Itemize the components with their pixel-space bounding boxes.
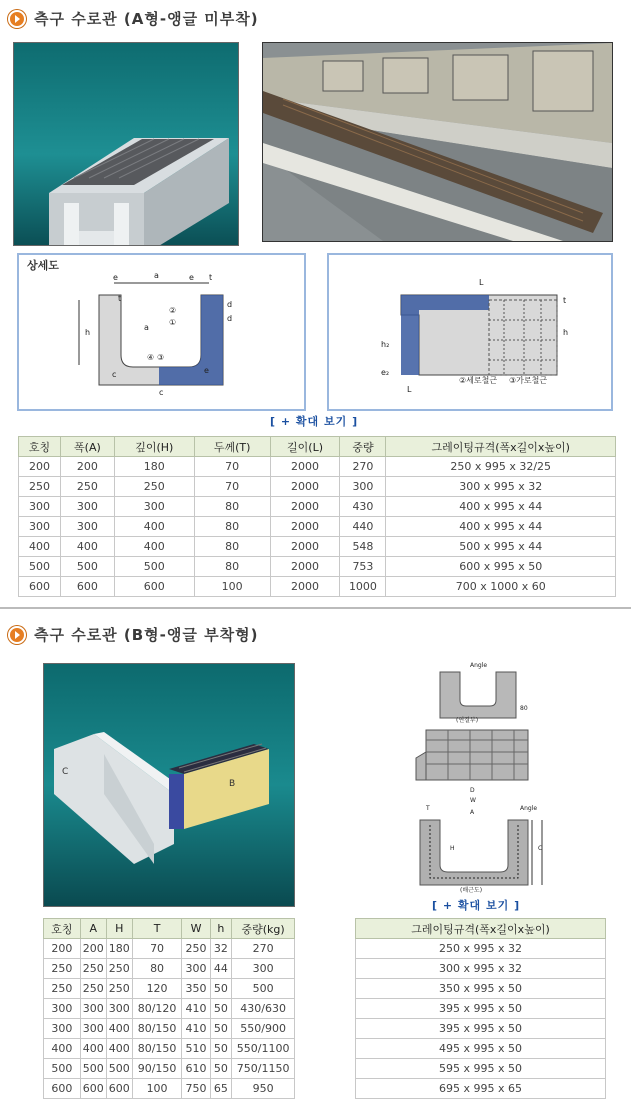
- table-cell: 500: [44, 1059, 81, 1079]
- photo-label-b: B: [229, 779, 236, 789]
- table-cell: 250: [106, 979, 132, 999]
- table-header-row: [19, 437, 616, 457]
- table-cell: 80/150: [132, 1039, 182, 1059]
- table-cell: 300: [60, 497, 114, 517]
- table-cell: 400: [19, 537, 61, 557]
- svg-text:(연결부): (연결부): [456, 717, 479, 724]
- col-header: H: [106, 919, 132, 939]
- table-cell: 90/150: [132, 1059, 182, 1079]
- svg-text:a: a: [154, 271, 159, 280]
- svg-text:t: t: [563, 296, 567, 305]
- table-row: [19, 497, 616, 517]
- table-cell: 500: [19, 557, 61, 577]
- col-header: A: [80, 919, 106, 939]
- svg-text:d: d: [227, 314, 233, 323]
- svg-text:①: ①: [169, 318, 177, 327]
- table-row: [356, 939, 606, 959]
- table-cell: 750/1150: [232, 1059, 295, 1079]
- svg-text:c: c: [112, 370, 117, 379]
- table-cell: 550/900: [232, 1019, 295, 1039]
- table-cell: 300: [106, 999, 132, 1019]
- table-row: [44, 979, 295, 999]
- enlarge-link-a[interactable]: [ + 확대 보기 ]: [270, 415, 359, 428]
- table-cell: 250: [182, 939, 210, 959]
- svg-text:t: t: [209, 273, 213, 282]
- table-cell: 80: [194, 497, 270, 517]
- table-row: [44, 999, 295, 1019]
- table-cell: 400: [114, 517, 194, 537]
- table-cell: 300: [19, 497, 61, 517]
- svg-text:e: e: [204, 366, 209, 375]
- table-cell: 950: [232, 1079, 295, 1099]
- table-cell: 600: [114, 577, 194, 597]
- col-header: h: [210, 919, 232, 939]
- table-cell: 600: [19, 577, 61, 597]
- svg-text:③: ③: [157, 353, 165, 362]
- detail-label: 상세도: [27, 259, 59, 272]
- table-cell: 610: [182, 1059, 210, 1079]
- diagram-b: [408, 660, 553, 895]
- table-cell: 50: [210, 979, 232, 999]
- table-row: [19, 457, 616, 477]
- svg-text:Angle: Angle: [470, 662, 488, 669]
- svg-text:Angle: Angle: [520, 805, 538, 812]
- svg-text:c: c: [159, 388, 164, 397]
- col-header: 그레이팅규격(폭x길이x높이): [386, 437, 616, 457]
- table-cell: 500: [60, 557, 114, 577]
- table-cell: 500: [114, 557, 194, 577]
- svg-text:L: L: [407, 385, 412, 394]
- section-a-title: [8, 8, 259, 29]
- table-row: [19, 537, 616, 557]
- svg-text:L: L: [479, 278, 484, 287]
- svg-text:h₂: h₂: [381, 340, 390, 349]
- table-cell: 430/630: [232, 999, 295, 1019]
- svg-text:②: ②: [169, 306, 177, 315]
- col-header: 중량: [340, 437, 386, 457]
- table-cell: 250: [80, 959, 106, 979]
- table-header-row: [44, 919, 295, 939]
- table-cell: 70: [132, 939, 182, 959]
- table-cell: 250: [19, 477, 61, 497]
- svg-text:80: 80: [520, 705, 528, 712]
- table-cell: 695 x 995 x 65: [356, 1079, 606, 1099]
- table-row: [19, 577, 616, 597]
- table-cell: 300: [44, 999, 81, 1019]
- table-cell: 270: [340, 457, 386, 477]
- table-cell: 350: [182, 979, 210, 999]
- table-row: [356, 1019, 606, 1039]
- table-cell: 70: [194, 477, 270, 497]
- svg-text:D: D: [470, 787, 475, 794]
- svg-text:h: h: [85, 328, 91, 337]
- table-cell: 350 x 995 x 50: [356, 979, 606, 999]
- orange-bullet-icon: [8, 626, 26, 644]
- svg-text:②세로철근: ②세로철근: [459, 376, 498, 385]
- table-cell: 300: [232, 959, 295, 979]
- table-cell: 50: [210, 1059, 232, 1079]
- product-photo-b: [43, 663, 295, 907]
- table-cell: 495 x 995 x 50: [356, 1039, 606, 1059]
- table-row: [44, 939, 295, 959]
- svg-text:h: h: [563, 328, 569, 337]
- svg-text:e₂: e₂: [381, 368, 390, 377]
- svg-text:a: a: [144, 323, 149, 332]
- table-cell: 400 x 995 x 44: [386, 517, 616, 537]
- table-row: [44, 1079, 295, 1099]
- spec-table-b-left: [43, 918, 295, 1099]
- table-cell: 65: [210, 1079, 232, 1099]
- col-header: T: [132, 919, 182, 939]
- table-cell: 300: [60, 517, 114, 537]
- svg-text:T: T: [426, 805, 430, 812]
- table-row: [44, 1059, 295, 1079]
- table-cell: 200: [19, 457, 61, 477]
- table-cell: 400: [106, 1019, 132, 1039]
- table-cell: 400: [44, 1039, 81, 1059]
- svg-text:(배근도): (배근도): [460, 887, 483, 894]
- table-cell: 100: [132, 1079, 182, 1099]
- col-header: W: [182, 919, 210, 939]
- table-row: [19, 557, 616, 577]
- svg-text:A: A: [470, 809, 475, 816]
- table-cell: 548: [340, 537, 386, 557]
- table-row: [356, 1079, 606, 1099]
- table-cell: 300: [80, 999, 106, 1019]
- table-cell: 2000: [270, 557, 340, 577]
- table-cell: 600: [80, 1079, 106, 1099]
- table-row: [44, 1039, 295, 1059]
- table-cell: 1000: [340, 577, 386, 597]
- detail-panel-left: [17, 253, 306, 411]
- table-cell: 595 x 995 x 50: [356, 1059, 606, 1079]
- cross-section-diagram: [19, 255, 304, 409]
- svg-text:④: ④: [147, 353, 155, 362]
- col-header: 길이(L): [270, 437, 340, 457]
- installed-channel-image: [263, 43, 612, 241]
- col-header: 중량(kg): [232, 919, 295, 939]
- col-header: 두께(T): [194, 437, 270, 457]
- table-cell: 2000: [270, 537, 340, 557]
- table-cell: 600 x 995 x 50: [386, 557, 616, 577]
- table-row: [44, 959, 295, 979]
- table-cell: 300: [114, 497, 194, 517]
- table-cell: 2000: [270, 457, 340, 477]
- table-cell: 250 x 995 x 32: [356, 939, 606, 959]
- table-cell: 80: [132, 959, 182, 979]
- table-cell: 410: [182, 999, 210, 1019]
- table-cell: 250: [60, 477, 114, 497]
- svg-text:W: W: [470, 797, 476, 804]
- table-cell: 300: [44, 1019, 81, 1039]
- table-row: [19, 477, 616, 497]
- table-cell: 200: [60, 457, 114, 477]
- table-cell: 400: [106, 1039, 132, 1059]
- table-cell: 200: [80, 939, 106, 959]
- table-cell: 250: [106, 959, 132, 979]
- table-cell: 80: [194, 517, 270, 537]
- table-cell: 753: [340, 557, 386, 577]
- col-header: 그레이팅규격(폭x길이x높이): [356, 919, 606, 939]
- table-cell: 400: [60, 537, 114, 557]
- installed-photo-a: [262, 42, 613, 242]
- col-header: 폭(A): [60, 437, 114, 457]
- channel-pair-image: [44, 664, 294, 906]
- table-cell: 44: [210, 959, 232, 979]
- table-cell: 50: [210, 999, 232, 1019]
- table-cell: 510: [182, 1039, 210, 1059]
- table-cell: 50: [210, 1039, 232, 1059]
- table-cell: 32: [210, 939, 232, 959]
- table-row: [44, 1019, 295, 1039]
- table-cell: 70: [194, 457, 270, 477]
- table-cell: 600: [106, 1079, 132, 1099]
- longitudinal-section-diagram: [329, 255, 611, 409]
- col-header: 깊이(H): [114, 437, 194, 457]
- table-header-row: [356, 919, 606, 939]
- table-cell: 2000: [270, 577, 340, 597]
- table-cell: 600: [60, 577, 114, 597]
- col-header: 호칭: [44, 919, 81, 939]
- table-row: [356, 979, 606, 999]
- table-cell: 250: [44, 959, 81, 979]
- table-cell: 430: [340, 497, 386, 517]
- table-cell: 550/1100: [232, 1039, 295, 1059]
- table-cell: 2000: [270, 497, 340, 517]
- section-b-title: [8, 624, 258, 645]
- table-cell: 250: [114, 477, 194, 497]
- photo-label-c: C: [62, 767, 69, 777]
- table-cell: 400: [80, 1039, 106, 1059]
- svg-text:e: e: [189, 273, 194, 282]
- svg-text:t: t: [118, 294, 122, 303]
- table-cell: 600: [44, 1079, 81, 1099]
- section-divider: [0, 607, 631, 609]
- table-cell: 400 x 995 x 44: [386, 497, 616, 517]
- enlarge-link-b[interactable]: [ + 확대 보기 ]: [432, 899, 521, 912]
- spec-table-b-right: [355, 918, 606, 1099]
- col-header: 호칭: [19, 437, 61, 457]
- product-photo-a: [13, 42, 239, 246]
- table-row: [356, 959, 606, 979]
- table-cell: 300: [19, 517, 61, 537]
- table-cell: 80/120: [132, 999, 182, 1019]
- table-row: [356, 1039, 606, 1059]
- table-cell: 300: [80, 1019, 106, 1039]
- table-cell: 500: [106, 1059, 132, 1079]
- orange-bullet-icon: [8, 10, 26, 28]
- table-cell: 750: [182, 1079, 210, 1099]
- table-cell: 410: [182, 1019, 210, 1039]
- table-cell: 2000: [270, 477, 340, 497]
- spec-table-a: [18, 436, 616, 597]
- table-cell: 50: [210, 1019, 232, 1039]
- table-cell: 120: [132, 979, 182, 999]
- table-row: [356, 999, 606, 1019]
- section-a-title-text: 측구 수로관 (A형-앵글 미부착): [34, 10, 259, 28]
- table-cell: 250: [80, 979, 106, 999]
- table-cell: 440: [340, 517, 386, 537]
- table-cell: 700 x 1000 x 60: [386, 577, 616, 597]
- table-cell: 100: [194, 577, 270, 597]
- table-cell: 500 x 995 x 44: [386, 537, 616, 557]
- table-cell: 300 x 995 x 32: [386, 477, 616, 497]
- b-type-technical-drawing: [408, 660, 553, 895]
- table-cell: 180: [106, 939, 132, 959]
- table-cell: 250 x 995 x 32/25: [386, 457, 616, 477]
- svg-text:e: e: [113, 273, 118, 282]
- table-row: [19, 517, 616, 537]
- table-cell: 250: [44, 979, 81, 999]
- table-cell: 300 x 995 x 32: [356, 959, 606, 979]
- table-cell: 80: [194, 557, 270, 577]
- svg-text:③가로철근: ③가로철근: [509, 376, 548, 385]
- table-cell: 500: [80, 1059, 106, 1079]
- table-cell: 300: [182, 959, 210, 979]
- svg-text:d: d: [227, 300, 233, 309]
- table-cell: 500: [232, 979, 295, 999]
- table-cell: 300: [340, 477, 386, 497]
- table-cell: 2000: [270, 517, 340, 537]
- table-cell: 200: [44, 939, 81, 959]
- table-cell: 80: [194, 537, 270, 557]
- channel-render-image: [14, 43, 238, 245]
- table-cell: 180: [114, 457, 194, 477]
- table-cell: 270: [232, 939, 295, 959]
- section-b-title-text: 측구 수로관 (B형-앵글 부착형): [34, 626, 259, 644]
- svg-text:C: C: [538, 845, 543, 852]
- table-cell: 400: [114, 537, 194, 557]
- table-row: [356, 1059, 606, 1079]
- table-cell: 395 x 995 x 50: [356, 1019, 606, 1039]
- table-cell: 395 x 995 x 50: [356, 999, 606, 1019]
- table-cell: 80/150: [132, 1019, 182, 1039]
- svg-text:H: H: [450, 845, 455, 852]
- detail-panel-right: [327, 253, 613, 411]
